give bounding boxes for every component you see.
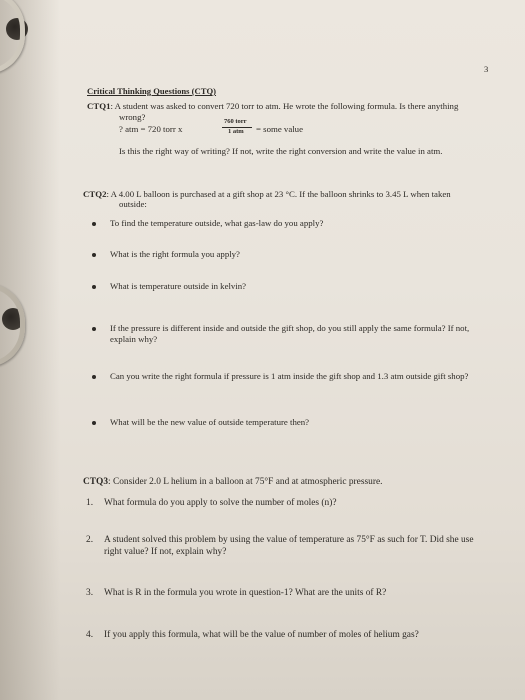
ctq3-item-4: If you apply this formula, what will be the value of number of moles of helium gas? — [104, 630, 419, 640]
ctq2-text: : A 4.00 L balloon is purchased at a gift shop at 23 °C. If the balloon shrinks to 3.45 L when taken — [106, 189, 451, 199]
ctq2-bullet-1: To find the temperature outside, what gas-law do you apply? — [110, 218, 324, 228]
ctq3-item-4-num: 4. — [86, 630, 94, 640]
ctq2-bullet-5: Can you write the right formula if pressure is 1 atm inside the gift shop and 1.3 atm outside gift shop? — [110, 371, 469, 381]
ctq3-item-3-num: 3. — [86, 588, 94, 598]
ctq3-item-3: What is R in the formula you wrote in question-1? What are the units of R? — [104, 588, 387, 598]
ctq3-item-2-cont: right value? If not, explain why? — [104, 547, 227, 557]
ctq2-bullet-6: What will be the new value of outside temperature then? — [110, 417, 310, 427]
ctq3-text: : Consider 2.0 L helium in a balloon at 75°F and at atmospheric pressure. — [108, 477, 383, 487]
bullet-dot — [92, 327, 96, 331]
ctq1-text-cont: wrong? — [119, 112, 146, 122]
ctq3-item-1: What formula do you apply to solve the number of moles (n)? — [104, 498, 337, 508]
ctq2-bullet-4: If the pressure is different inside and outside the gift shop, do you still apply the same formula? If not, — [110, 323, 470, 333]
ctq1-formula-left: ? atm = 720 torr x — [119, 124, 183, 134]
bullet-dot — [92, 285, 96, 289]
ctq3-item-1-num: 1. — [86, 498, 94, 508]
ctq1-formula-right: = some value — [256, 124, 303, 134]
ctq3-item-2-num: 2. — [86, 535, 94, 545]
ctq1-formula-numerator: 760 torr — [224, 118, 247, 125]
ctq2-label: CTQ2 — [83, 189, 107, 199]
ctq3-question — [83, 477, 382, 488]
ctq2-text-cont: outside: — [119, 199, 147, 209]
bullet-dot — [92, 222, 96, 226]
bullet-dot — [92, 253, 96, 257]
ctq1-formula-denominator: 1 atm — [228, 128, 244, 135]
ctq2-bullet-2: What is the right formula you apply? — [110, 249, 240, 259]
bullet-dot — [92, 421, 96, 425]
page-number: 3 — [484, 64, 489, 74]
ctq1-question — [87, 101, 458, 112]
ctq2-bullet-3: What is temperature outside in kelvin? — [110, 281, 247, 291]
bullet-dot — [92, 375, 96, 379]
ctq1-subquestion: Is this the right way of writing? If not, write the right conversion and write the value in atm. — [119, 146, 443, 156]
ctq1-text: : A student was asked to convert 720 torr to atm. He wrote the following formula. Is there anything — [110, 101, 459, 111]
ctq1-label: CTQ1 — [87, 101, 111, 111]
ctq2-bullet-4-cont: explain why? — [110, 334, 158, 344]
ctq3-label: CTQ3 — [83, 477, 109, 487]
ctq3-item-2: A student solved this problem by using the value of temperature as 75°F as such for T. Did she use — [104, 535, 474, 545]
section-header: Critical Thinking Questions (CTQ) — [87, 86, 217, 96]
